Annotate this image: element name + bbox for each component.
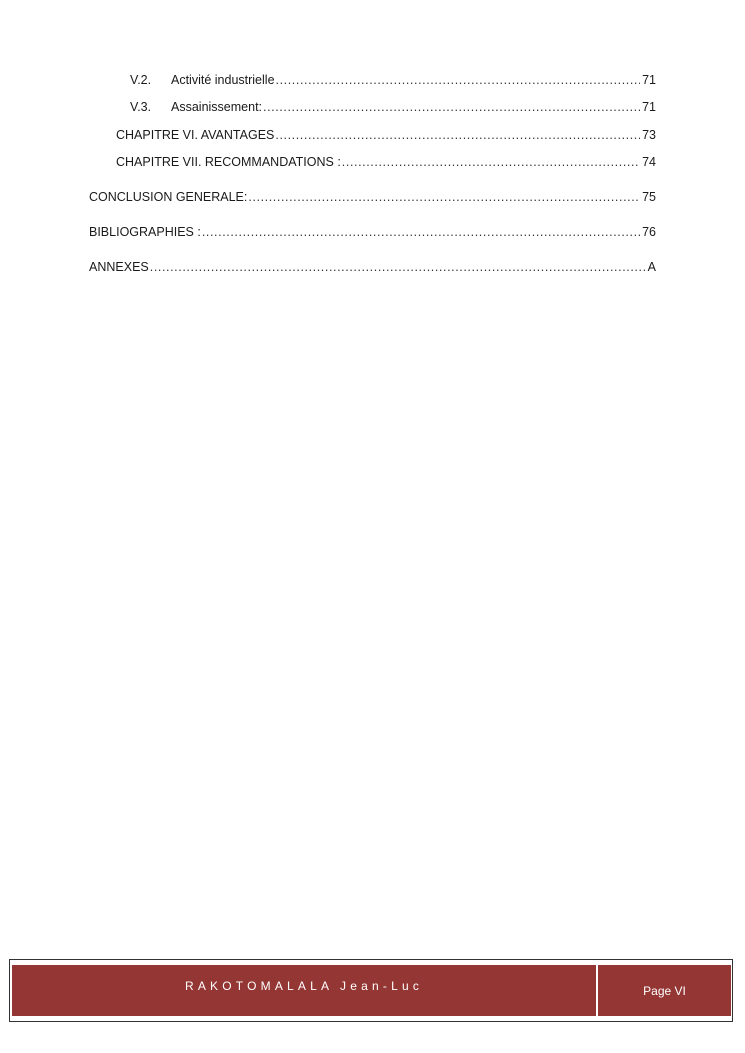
- toc-entry-label: CHAPITRE VI. AVANTAGES: [116, 128, 275, 142]
- toc-entry-page: 73: [642, 128, 656, 142]
- toc-leader-dots: [202, 224, 640, 240]
- footer-author-text: RAKOTOMALALA Jean-Luc: [184, 979, 424, 993]
- toc-leader-dots: [342, 154, 640, 170]
- toc-leader-dots: [150, 259, 646, 275]
- toc-leader-dots: [276, 72, 641, 88]
- toc-entry-label: BIBLIOGRAPHIES :: [89, 225, 201, 239]
- toc-entry-page: 74: [642, 155, 656, 169]
- footer-author: [12, 965, 596, 1016]
- toc-entry-page: 75: [642, 190, 656, 204]
- toc-entry-label: ANNEXES: [89, 260, 149, 274]
- toc-entry-chapitre-vii[interactable]: [116, 154, 656, 170]
- toc-entry-bibliographies[interactable]: [89, 224, 656, 240]
- toc-entry-label: Assainissement:: [171, 100, 263, 114]
- toc-entry-page: 71: [642, 100, 656, 114]
- toc-entry-v2[interactable]: [130, 72, 656, 88]
- toc-entry-page: 71: [642, 73, 656, 87]
- toc-leader-dots: [248, 189, 640, 205]
- toc-entry-page: A: [647, 260, 656, 274]
- toc-leader-dots: [263, 99, 640, 115]
- footer-page-text: Page VI: [643, 983, 686, 998]
- toc-entry-number: V.3.: [130, 100, 152, 114]
- footer-page-number: [598, 965, 731, 1016]
- toc-entry-number: V.2.: [130, 73, 152, 87]
- toc-entry-page: 76: [642, 225, 656, 239]
- toc-entry-v3[interactable]: [130, 99, 656, 115]
- toc-entry-label: Activité industrielle: [171, 73, 275, 87]
- toc-leader-dots: [275, 127, 640, 143]
- toc-entry-chapitre-vi[interactable]: [116, 127, 656, 143]
- toc-entry-label: CONCLUSION GENERALE:: [89, 190, 248, 204]
- toc-entry-conclusion[interactable]: [89, 189, 656, 205]
- toc-entry-label: CHAPITRE VII. RECOMMANDATIONS :: [116, 155, 341, 169]
- toc-entry-annexes[interactable]: [89, 259, 656, 275]
